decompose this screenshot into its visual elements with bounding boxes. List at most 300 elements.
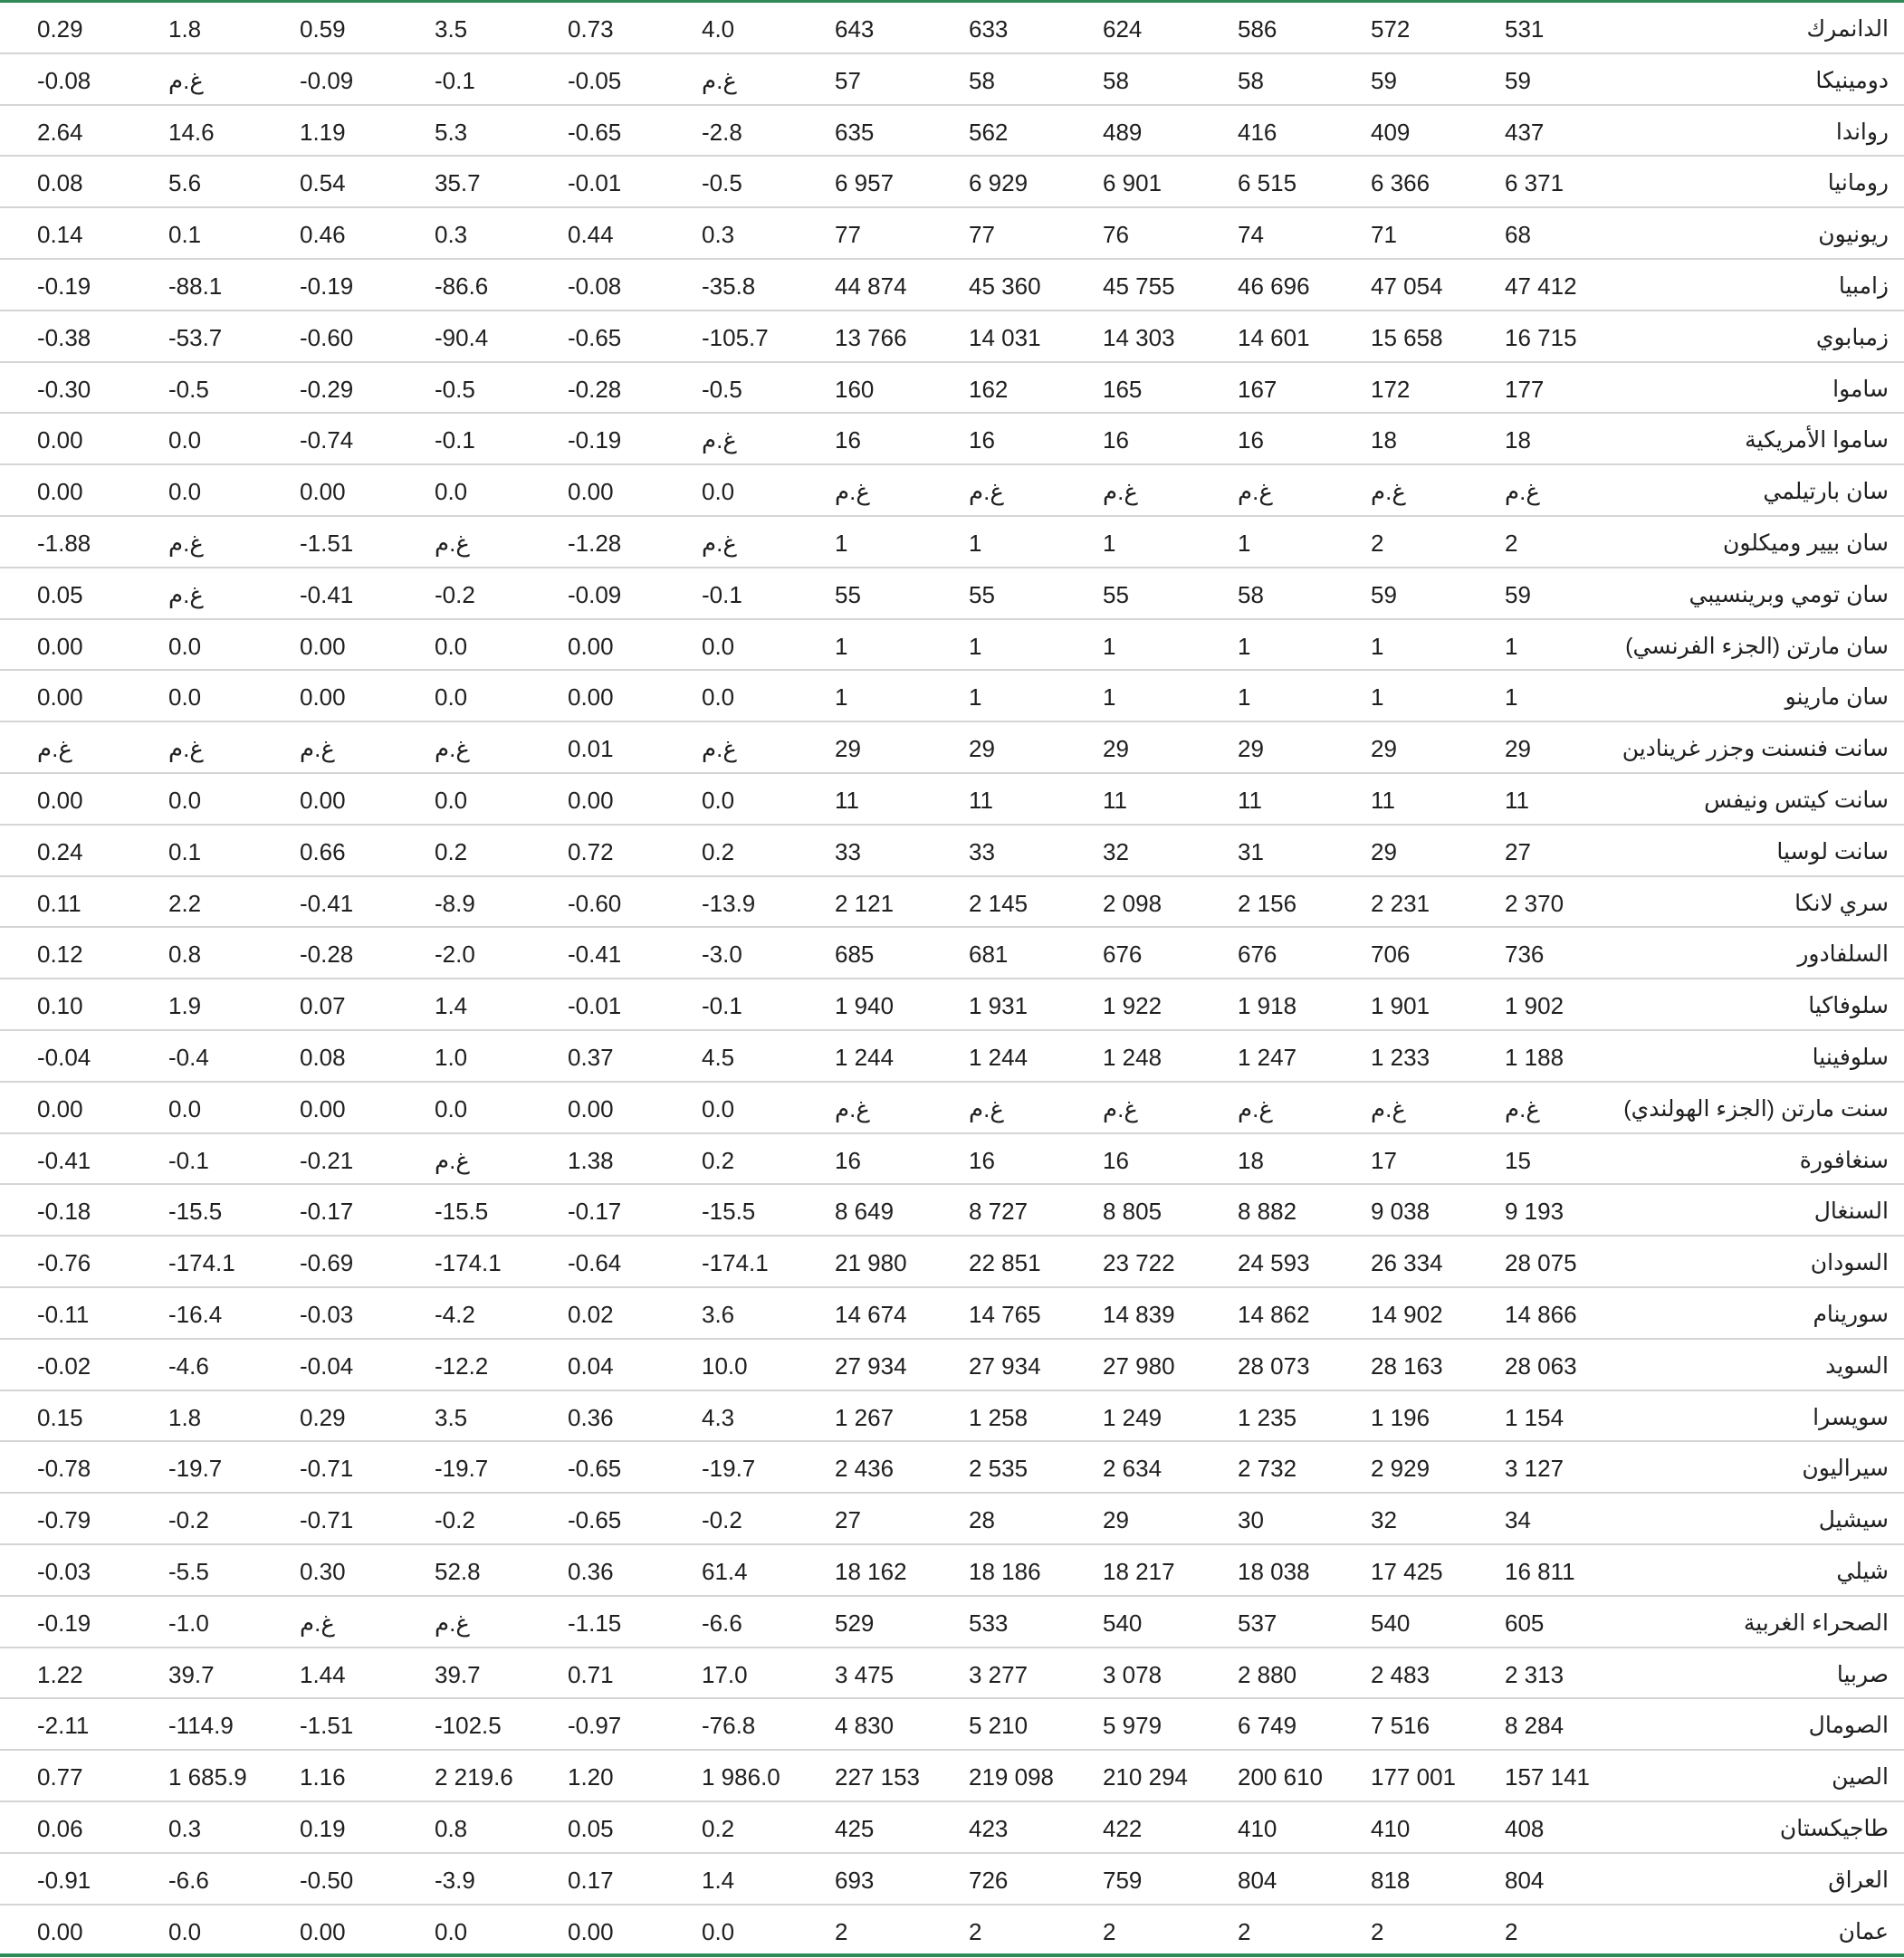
table-row <box>0 465 1904 517</box>
table-cell: 77 <box>835 221 861 249</box>
table-cell: 1 188 <box>1505 1044 1564 1071</box>
table-cell: 1 <box>1238 683 1251 712</box>
table-cell: 0.19 <box>300 1815 346 1842</box>
table-cell: -0.1 <box>702 580 742 608</box>
table-cell: 27 934 <box>835 1351 907 1380</box>
country-name: زمبابوي <box>1815 324 1889 350</box>
table-cell: 14.6 <box>168 118 215 146</box>
table-row <box>0 1288 1904 1340</box>
table-cell: -0.41 <box>300 580 354 608</box>
table-cell: -0.41 <box>300 889 354 917</box>
table-cell: 1 <box>1103 683 1116 712</box>
table-cell: -0.41 <box>37 1146 91 1174</box>
table-cell: 0.36 <box>568 1403 614 1431</box>
country-name: ساموا الأمريكية <box>1745 427 1889 454</box>
table-cell: 408 <box>1505 1815 1545 1842</box>
table-cell: 5.6 <box>168 169 202 197</box>
table-cell: -16.4 <box>168 1301 223 1328</box>
table-cell: 0.0 <box>168 426 202 454</box>
table-cell: -0.78 <box>37 1455 91 1483</box>
table-cell: 200 610 <box>1238 1763 1323 1791</box>
table-cell: -0.28 <box>300 941 354 969</box>
table-cell: 0.0 <box>435 683 468 712</box>
table-cell: -0.38 <box>37 323 91 351</box>
table-cell: 14 031 <box>969 323 1041 351</box>
table-cell: 6 929 <box>969 169 1029 197</box>
table-cell: -0.60 <box>300 323 354 351</box>
table-cell: 0.0 <box>702 632 735 660</box>
table-cell: 27 <box>835 1506 861 1534</box>
table-cell: 13 766 <box>835 323 907 351</box>
table-cell: 0.02 <box>568 1301 614 1328</box>
table-cell: 1 922 <box>1103 992 1162 1020</box>
table-cell: 18 <box>1238 1146 1264 1174</box>
table-cell: -1.28 <box>568 530 622 557</box>
table-row <box>0 826 1904 877</box>
country-name: سيشيل <box>1818 1507 1889 1533</box>
table-cell: 28 075 <box>1505 1249 1577 1277</box>
table-row <box>0 157 1904 208</box>
table-cell: 0.00 <box>37 787 83 814</box>
table-cell: -0.03 <box>300 1301 354 1328</box>
table-cell: 47 054 <box>1371 272 1443 300</box>
table-cell: 624 <box>1103 15 1143 43</box>
table-cell: غ.م <box>969 1094 1004 1122</box>
country-name: الدانمرك <box>1806 16 1889 42</box>
table-row <box>0 620 1904 672</box>
table-cell: 1.38 <box>568 1146 614 1174</box>
table-cell: 2 880 <box>1238 1660 1297 1688</box>
table-cell: -15.5 <box>435 1198 489 1226</box>
table-cell: 39.7 <box>168 1660 215 1688</box>
table-cell: 18 162 <box>835 1558 907 1585</box>
table-cell: 1.0 <box>435 1044 468 1071</box>
table-cell: 818 <box>1371 1866 1411 1894</box>
table-cell: 16 <box>1103 1146 1129 1174</box>
table-cell: -0.97 <box>568 1712 622 1740</box>
table-cell: -1.51 <box>300 1712 354 1740</box>
table-cell: 55 <box>1103 580 1129 608</box>
country-name: سورينام <box>1813 1302 1889 1327</box>
country-name: السودان <box>1810 1250 1889 1276</box>
table-cell: 706 <box>1371 941 1411 969</box>
table-cell: 16 715 <box>1505 323 1577 351</box>
table-cell: 1 244 <box>835 1044 895 1071</box>
table-cell: 27 934 <box>969 1351 1041 1380</box>
table-cell: -3.9 <box>435 1866 475 1894</box>
table-cell: 11 <box>969 787 993 814</box>
table-cell: 1.19 <box>300 118 346 146</box>
table-row <box>0 1391 1904 1443</box>
table-cell: -0.60 <box>568 889 622 917</box>
table-cell: غ.م <box>435 1609 470 1637</box>
table-cell: 2 929 <box>1371 1455 1430 1483</box>
table-cell: 157 141 <box>1505 1763 1590 1791</box>
table-cell: -2.8 <box>702 118 742 146</box>
table-cell: 0.0 <box>435 1917 468 1945</box>
table-cell: غ.م <box>168 66 204 94</box>
table-cell: 162 <box>969 375 1009 403</box>
table-cell: 0.00 <box>568 478 614 506</box>
table-cell: 0.59 <box>300 15 346 43</box>
table-cell: غ.م <box>835 478 870 506</box>
table-cell: -0.1 <box>435 66 475 94</box>
table-row <box>0 722 1904 774</box>
table-cell: 2 098 <box>1103 889 1162 917</box>
table-cell: 0.07 <box>300 992 346 1020</box>
table-row <box>0 1802 1904 1854</box>
table-cell: 533 <box>969 1609 1009 1637</box>
table-cell: 0.00 <box>568 632 614 660</box>
country-name: ريونيون <box>1818 222 1889 248</box>
table-cell: 1 <box>835 683 848 712</box>
table-cell: 1 196 <box>1371 1403 1430 1431</box>
table-cell: -88.1 <box>168 272 223 300</box>
table-cell: 8 649 <box>835 1198 895 1226</box>
table-cell: 529 <box>835 1609 875 1637</box>
table-cell: 61.4 <box>702 1558 748 1585</box>
table-cell: 0.0 <box>702 1917 735 1945</box>
table-cell: 1.9 <box>168 992 202 1020</box>
table-cell: 0.00 <box>568 1917 614 1945</box>
table-cell: غ.م <box>702 66 737 94</box>
table-cell: غ.م <box>1505 1094 1540 1122</box>
table-cell: غ.م <box>702 735 737 763</box>
table-cell: 18 <box>1505 426 1531 454</box>
table-cell: -0.18 <box>37 1198 91 1226</box>
table-cell: 409 <box>1371 118 1411 146</box>
table-cell: 0.54 <box>300 169 346 197</box>
table-cell: 2 <box>969 1917 982 1945</box>
table-cell: 0.2 <box>702 1146 735 1174</box>
table-cell: غ.م <box>1238 478 1273 506</box>
table-row <box>0 877 1904 929</box>
table-cell: 0.00 <box>37 478 83 506</box>
table-cell: 3 078 <box>1103 1660 1162 1688</box>
table-cell: 58 <box>969 66 995 94</box>
table-cell: 0.46 <box>300 221 346 249</box>
table-cell: 177 001 <box>1371 1763 1456 1791</box>
table-cell: غ.م <box>1103 478 1138 506</box>
table-cell: 10.0 <box>702 1351 748 1380</box>
table-cell: 2.2 <box>168 889 202 917</box>
table-cell: 44 874 <box>835 272 907 300</box>
table-cell: 1.16 <box>300 1763 346 1791</box>
table-cell: 2 145 <box>969 889 1029 917</box>
table-cell: 14 601 <box>1238 323 1310 351</box>
table-row <box>0 1185 1904 1237</box>
table-cell: 759 <box>1103 1866 1143 1894</box>
country-name: دومينيكا <box>1815 67 1889 93</box>
table-cell: -0.03 <box>37 1558 91 1585</box>
table-cell: -0.21 <box>300 1146 354 1174</box>
table-row <box>0 1083 1904 1134</box>
table-cell: غ.م <box>969 478 1004 506</box>
table-cell: -6.6 <box>168 1866 209 1894</box>
table-cell: 0.0 <box>168 683 202 712</box>
table-cell: -0.79 <box>37 1506 91 1534</box>
table-cell: 3.6 <box>702 1301 735 1328</box>
table-cell: 0.72 <box>568 837 614 865</box>
table-cell: -0.04 <box>300 1351 354 1380</box>
table-cell: 47 412 <box>1505 272 1577 300</box>
table-cell: -0.19 <box>37 272 91 300</box>
table-cell: 0.00 <box>300 683 346 712</box>
country-name: الصحراء الغربية <box>1743 1609 1889 1636</box>
table-cell: 74 <box>1238 221 1264 249</box>
table-cell: 6 371 <box>1505 169 1564 197</box>
table-cell: 0.24 <box>37 837 83 865</box>
table-cell: غ.م <box>300 735 335 763</box>
table-cell: 29 <box>1103 735 1129 763</box>
table-row <box>0 1237 1904 1288</box>
table-cell: 804 <box>1238 1866 1277 1894</box>
table-cell: 58 <box>1103 66 1129 94</box>
table-row <box>0 1134 1904 1186</box>
table-cell: 5.3 <box>435 118 468 146</box>
country-name: سلوفاكيا <box>1808 993 1889 1019</box>
table-cell: 572 <box>1371 15 1411 43</box>
table-cell: -0.2 <box>435 1506 475 1534</box>
table-cell: -0.19 <box>37 1609 91 1637</box>
table-cell: غ.م <box>168 580 204 608</box>
table-cell: -15.5 <box>168 1198 223 1226</box>
table-cell: 59 <box>1371 66 1397 94</box>
table-cell: 0.44 <box>568 221 614 249</box>
table-cell: -0.65 <box>568 1506 622 1534</box>
table-cell: -114.9 <box>168 1712 234 1740</box>
table-cell: -0.1 <box>435 426 475 454</box>
table-row <box>0 568 1904 620</box>
table-row <box>0 54 1904 106</box>
table-cell: 1 <box>1505 683 1518 712</box>
table-cell: 177 <box>1505 375 1545 403</box>
table-cell: -6.6 <box>702 1609 742 1637</box>
country-name: سانت فنسنت وجزر غرينادين <box>1622 736 1889 762</box>
table-cell: غ.م <box>168 735 204 763</box>
table-cell: 29 <box>835 735 861 763</box>
country-name: صربيا <box>1836 1661 1889 1687</box>
table-row <box>0 1031 1904 1083</box>
table-cell: -0.76 <box>37 1249 91 1277</box>
country-name: العراق <box>1828 1867 1889 1893</box>
table-cell: -0.5 <box>168 375 209 403</box>
country-name: سانت كيتس ونيفس <box>1704 788 1889 813</box>
table-cell: 676 <box>1103 941 1143 969</box>
table-cell: -0.28 <box>568 375 622 403</box>
table-cell: 24 593 <box>1238 1249 1310 1277</box>
table-cell: 16 <box>969 1146 995 1174</box>
table-cell: 160 <box>835 375 875 403</box>
table-cell: 0.77 <box>37 1763 83 1791</box>
table-cell: 14 765 <box>969 1301 1041 1328</box>
table-row <box>0 260 1904 311</box>
table-cell: 1 940 <box>835 992 895 1020</box>
country-name: شيلي <box>1836 1559 1889 1584</box>
table-cell: -0.09 <box>300 66 354 94</box>
table-cell: 16 <box>969 426 995 454</box>
table-cell: 0.00 <box>568 1094 614 1122</box>
table-row <box>0 311 1904 363</box>
table-cell: -0.2 <box>702 1506 742 1534</box>
table-cell: 0.00 <box>37 1917 83 1945</box>
table-cell: -0.41 <box>568 941 622 969</box>
table-cell: 1 247 <box>1238 1044 1297 1071</box>
table-cell: 22 851 <box>969 1249 1041 1277</box>
table-cell: 9 193 <box>1505 1198 1564 1226</box>
table-cell: 425 <box>835 1815 875 1842</box>
table-cell: 0.29 <box>300 1403 346 1431</box>
table-cell: 0.06 <box>37 1815 83 1842</box>
table-cell: 3 277 <box>969 1660 1029 1688</box>
table-cell: -0.5 <box>702 169 742 197</box>
table-cell: 0.00 <box>37 683 83 712</box>
table-cell: 17 <box>1371 1146 1397 1174</box>
table-cell: 416 <box>1238 118 1277 146</box>
table-row <box>0 517 1904 568</box>
table-cell: 540 <box>1103 1609 1143 1637</box>
table-cell: 34 <box>1505 1506 1531 1534</box>
table-cell: 1 267 <box>835 1403 895 1431</box>
table-cell: 1.20 <box>568 1763 614 1791</box>
table-cell: -35.8 <box>702 272 756 300</box>
table-cell: 0.71 <box>568 1660 614 1688</box>
table-cell: 27 980 <box>1103 1351 1175 1380</box>
table-cell: 71 <box>1371 221 1397 249</box>
table-cell: 14 303 <box>1103 323 1175 351</box>
table-cell: 59 <box>1505 580 1531 608</box>
table-cell: 0.01 <box>568 735 614 763</box>
country-name: ساموا <box>1832 376 1889 402</box>
table-cell: 0.11 <box>37 889 81 917</box>
table-cell: 6 366 <box>1371 169 1430 197</box>
table-cell: 1.8 <box>168 1403 202 1431</box>
table-cell: 9 038 <box>1371 1198 1430 1226</box>
table-cell: 643 <box>835 15 875 43</box>
country-name: سلوفينيا <box>1812 1045 1889 1070</box>
table-cell: 0.08 <box>37 169 83 197</box>
table-cell: 16 <box>835 426 861 454</box>
table-cell: 676 <box>1238 941 1277 969</box>
table-cell: 227 153 <box>835 1763 920 1791</box>
table-cell: -5.5 <box>168 1558 209 1585</box>
table-cell: غ.م <box>702 426 737 454</box>
table-cell: 1 233 <box>1371 1044 1430 1071</box>
table-cell: 14 674 <box>835 1301 907 1328</box>
table-row <box>0 1648 1904 1700</box>
country-name: سيراليون <box>1802 1456 1889 1482</box>
table-cell: 410 <box>1371 1815 1411 1842</box>
table-cell: 437 <box>1505 118 1545 146</box>
table-cell: 540 <box>1371 1609 1411 1637</box>
table-row <box>0 106 1904 158</box>
table-cell: 0.1 <box>168 221 202 249</box>
table-cell: 1 <box>969 683 982 712</box>
table-cell: 59 <box>1505 66 1531 94</box>
table-cell: 0.00 <box>300 1917 346 1945</box>
table-cell: 0.66 <box>300 837 346 865</box>
country-name: سان تومي وبرينسيبي <box>1689 581 1889 607</box>
table-cell: 0.05 <box>37 580 83 608</box>
table-cell: 58 <box>1238 580 1264 608</box>
table-cell: 11 <box>1505 787 1529 814</box>
table-cell: -0.01 <box>568 169 622 197</box>
table-cell: 489 <box>1103 118 1143 146</box>
table-row <box>0 979 1904 1031</box>
table-cell: 2 313 <box>1505 1660 1564 1688</box>
table-cell: 0.73 <box>568 15 614 43</box>
table-cell: 1 <box>835 632 848 660</box>
table-row <box>0 671 1904 722</box>
table-cell: -19.7 <box>168 1455 223 1483</box>
table-cell: 0.8 <box>168 941 202 969</box>
table-row <box>0 1905 1904 1957</box>
table-cell: 16 <box>835 1146 861 1174</box>
table-cell: 29 <box>1103 1506 1129 1534</box>
table-cell: 29 <box>1505 735 1531 763</box>
table-cell: 172 <box>1371 375 1411 403</box>
country-name: زامبيا <box>1838 273 1889 299</box>
table-cell: -0.65 <box>568 1455 622 1483</box>
table-cell: -76.8 <box>702 1712 756 1740</box>
table-cell: 165 <box>1103 375 1143 403</box>
table-cell: -174.1 <box>168 1249 235 1277</box>
table-cell: 0.04 <box>568 1351 614 1380</box>
table-cell: 0.3 <box>435 221 468 249</box>
table-cell: 59 <box>1371 580 1397 608</box>
table-cell: 5 210 <box>969 1712 1029 1740</box>
table-cell: 1.44 <box>300 1660 346 1688</box>
table-cell: -15.5 <box>702 1198 756 1226</box>
bottom-rule <box>0 1953 1904 1957</box>
table-cell: 0.0 <box>702 478 735 506</box>
table-cell: -19.7 <box>702 1455 756 1483</box>
table-cell: 1 918 <box>1238 992 1297 1020</box>
table-cell: -0.30 <box>37 375 91 403</box>
table-cell: 29 <box>1238 735 1264 763</box>
table-cell: -0.91 <box>37 1866 91 1894</box>
table-cell: 30 <box>1238 1506 1264 1534</box>
table-cell: 2 732 <box>1238 1455 1297 1483</box>
table-cell: 32 <box>1371 1506 1397 1534</box>
table-cell: -0.19 <box>568 426 622 454</box>
table-cell: 0.00 <box>37 632 83 660</box>
table-cell: 16 811 <box>1505 1558 1575 1585</box>
table-cell: 681 <box>969 941 1009 969</box>
table-cell: 0.0 <box>168 478 202 506</box>
table-row <box>0 774 1904 826</box>
table-cell: غ.م <box>435 530 470 557</box>
table-cell: 167 <box>1238 375 1277 403</box>
table-cell: 76 <box>1103 221 1129 249</box>
table-cell: -0.69 <box>300 1249 354 1277</box>
table-cell: 3.5 <box>435 1403 468 1431</box>
table-cell: 0.0 <box>435 787 468 814</box>
table-cell: -2.11 <box>37 1712 90 1740</box>
table-cell: 1 249 <box>1103 1403 1162 1431</box>
table-cell: 28 063 <box>1505 1351 1577 1380</box>
table-cell: 55 <box>835 580 861 608</box>
table-cell: 8 805 <box>1103 1198 1162 1226</box>
table-cell: 531 <box>1505 15 1545 43</box>
table-cell: 17.0 <box>702 1660 748 1688</box>
table-cell: 726 <box>969 1866 1009 1894</box>
table-cell: -0.29 <box>300 375 354 403</box>
table-cell: 18 038 <box>1238 1558 1310 1585</box>
table-cell: 57 <box>835 66 861 94</box>
table-cell: -8.9 <box>435 889 475 917</box>
table-cell: 8 284 <box>1505 1712 1564 1740</box>
